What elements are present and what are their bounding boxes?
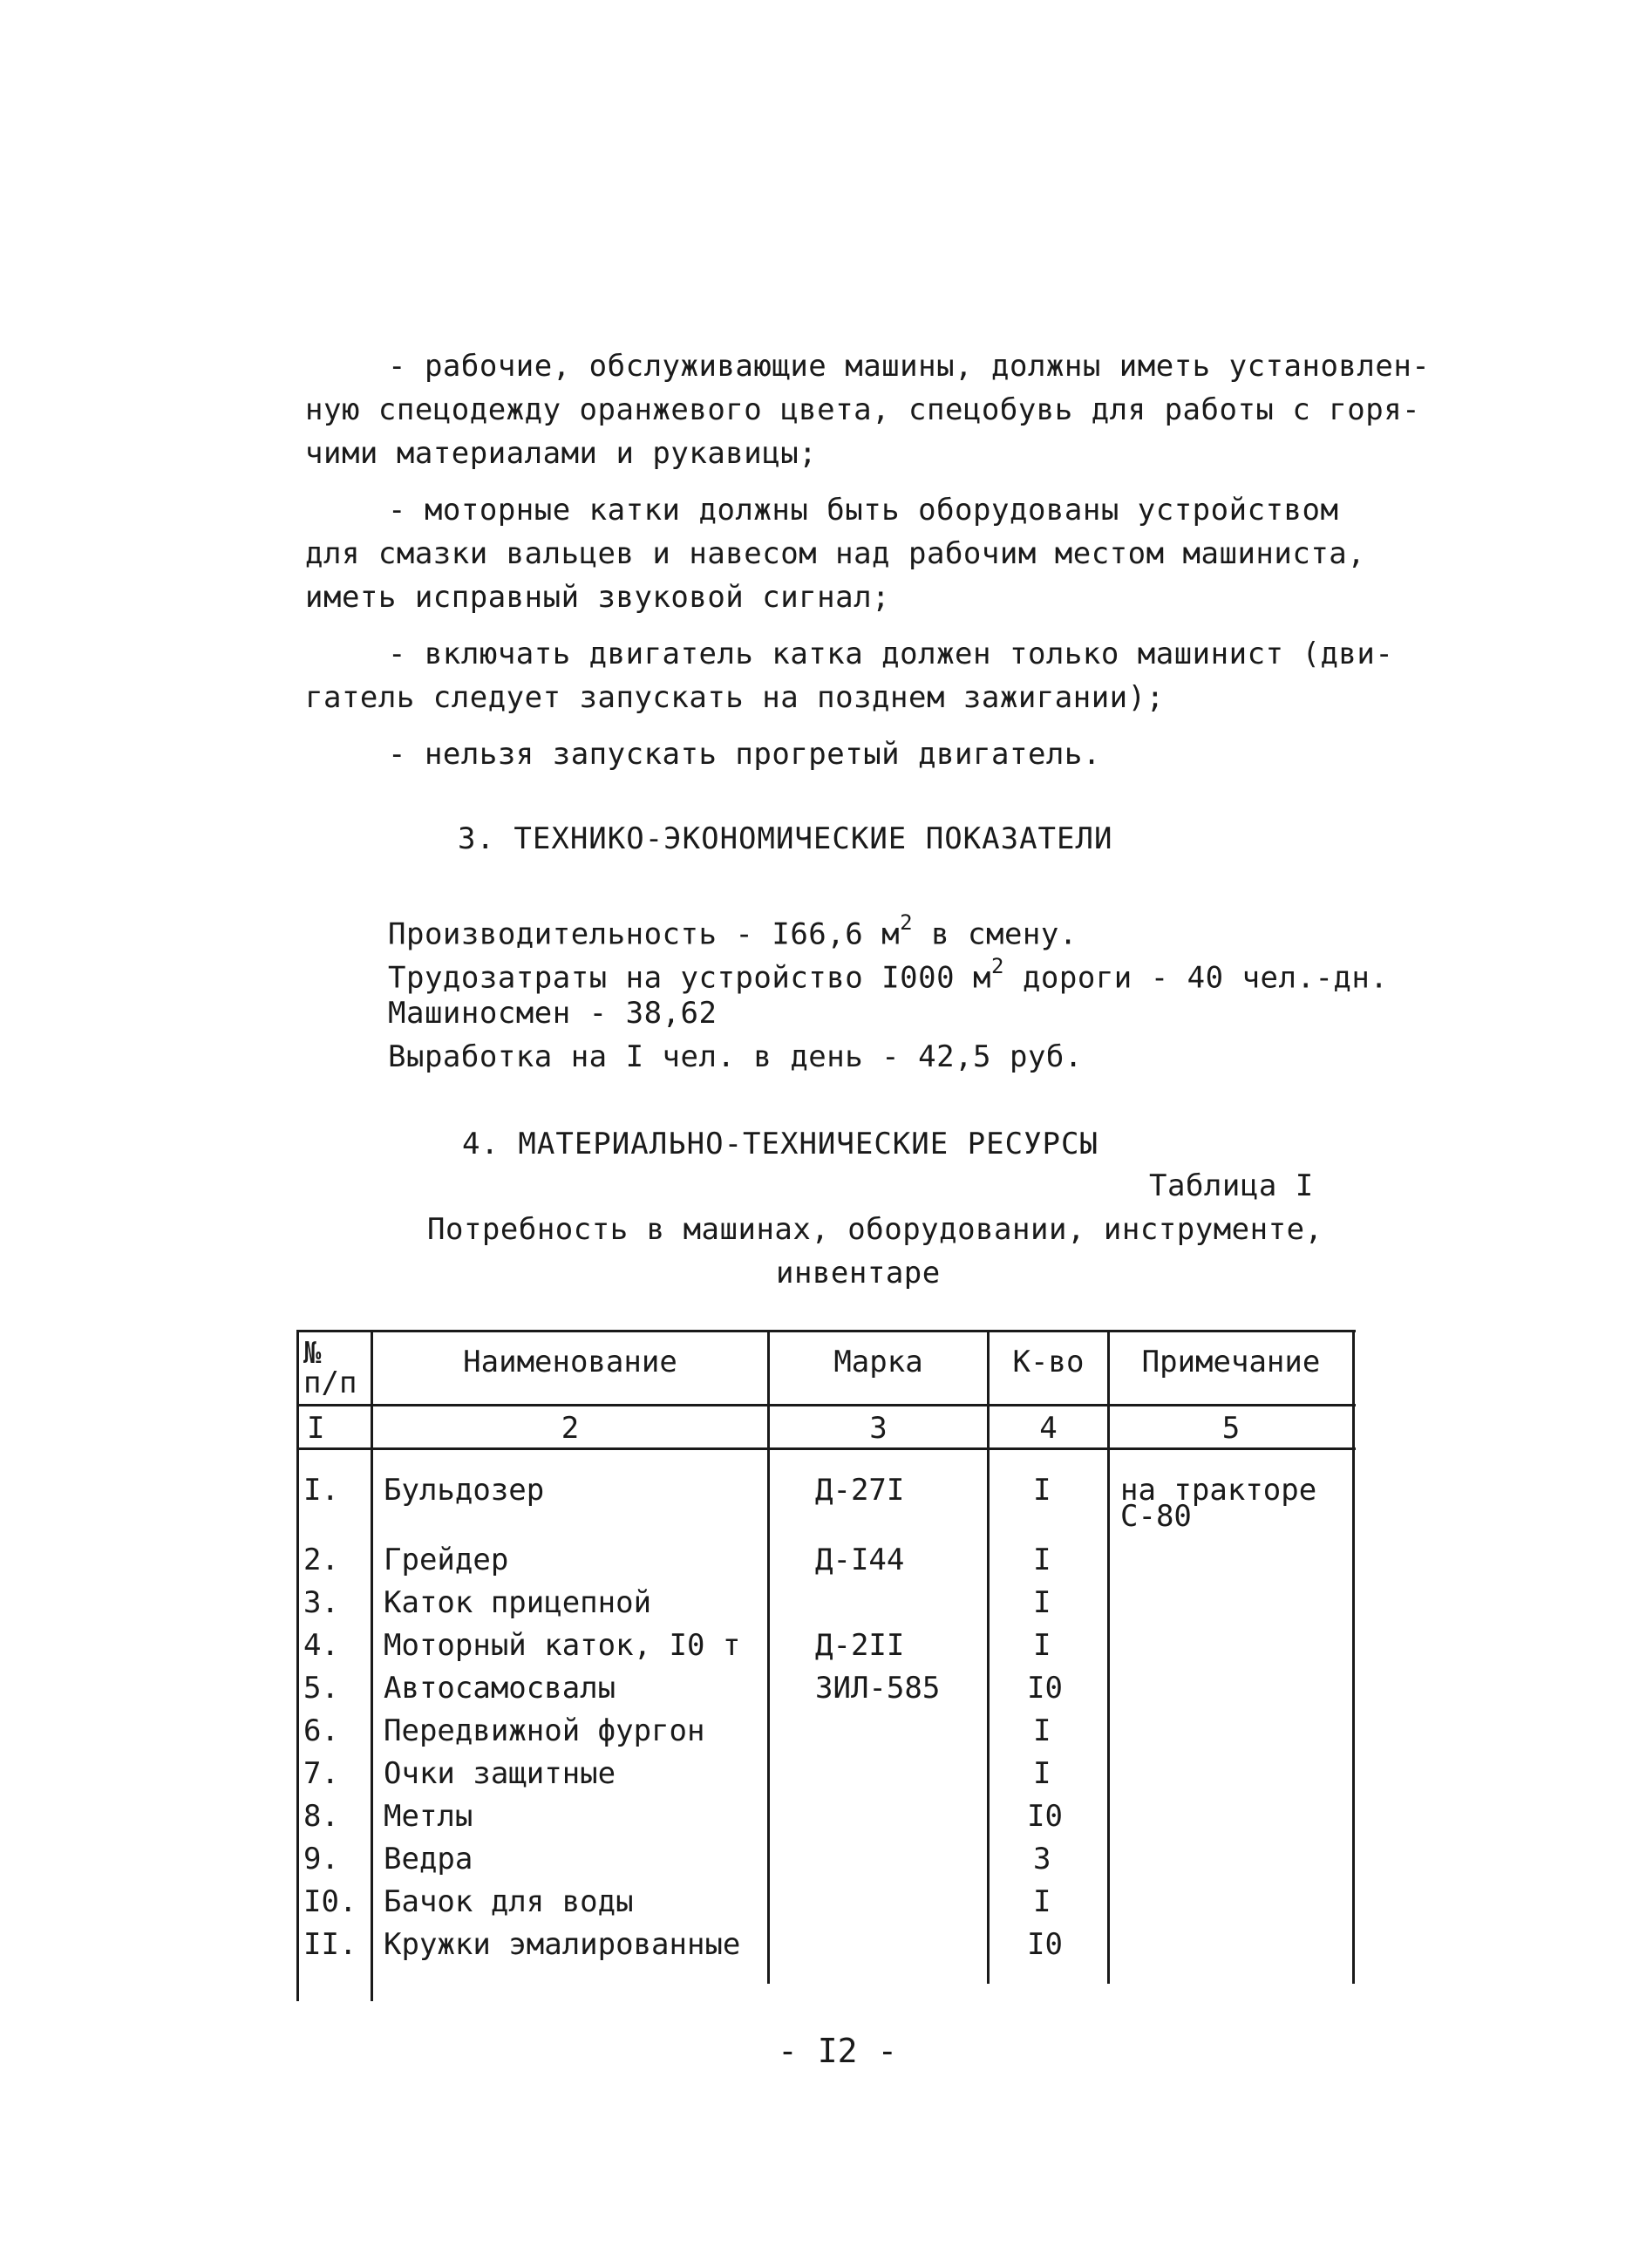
header-name: Наименование <box>463 1345 677 1379</box>
row-brand: Д-27I <box>815 1473 905 1508</box>
row-name: Автосамосвалы <box>384 1671 616 1706</box>
row-qty: I0 <box>1027 1671 1063 1706</box>
header-num-2: п/п <box>303 1366 357 1400</box>
productivity-line <box>388 907 1078 953</box>
labor-line <box>388 950 1388 997</box>
table-left-rule <box>296 1330 299 2001</box>
row-qty: I <box>1033 1585 1051 1620</box>
row-name: Бульдозер <box>384 1473 545 1508</box>
productivity-text-end: в смену. <box>913 916 1078 952</box>
row-qty: I0 <box>1027 1799 1063 1834</box>
productivity-sup: 2 <box>900 910 914 935</box>
row-num: II. <box>303 1927 357 1962</box>
output-line: Выработка на I чел. в день - 42,5 руб. <box>388 1039 1083 1074</box>
row-qty: I <box>1033 1756 1051 1791</box>
header-note: Примечание <box>1141 1345 1321 1379</box>
row-name: Метлы <box>384 1799 473 1834</box>
colnum-2: 2 <box>561 1411 580 1446</box>
row-num: 6. <box>303 1713 339 1748</box>
labor-text: Трудозатраты на устройство I000 м <box>388 960 992 996</box>
row-num: 4. <box>303 1628 339 1663</box>
row-num: 7. <box>303 1756 339 1791</box>
table-title-line-1: Потребность в машинах, оборудовании, инструменте, <box>427 1212 1323 1247</box>
row-name: Передвижной фургон <box>384 1713 705 1748</box>
productivity-text: Производительность - I66,6 м <box>388 916 901 952</box>
row-name: Очки защитные <box>384 1756 616 1791</box>
paragraph-1-line-3: чими материалами и рукавицы; <box>305 436 818 471</box>
row-num: I. <box>303 1473 339 1508</box>
table-top-rule <box>296 1330 1356 1332</box>
header-brand: Марка <box>833 1345 923 1379</box>
paragraph-3-line-1: - включать двигатель катка должен только машинист (дви- <box>388 637 1394 671</box>
colnum-3: 3 <box>869 1411 888 1446</box>
row-name: Бачок для воды <box>384 1884 634 1919</box>
row-num: 8. <box>303 1799 339 1834</box>
row-num: 2. <box>303 1543 339 1577</box>
paragraph-2-line-3: иметь исправный звуковой сигнал; <box>305 580 891 615</box>
header-num-1: № <box>303 1336 322 1371</box>
row-qty: I <box>1033 1713 1051 1748</box>
row-num: 5. <box>303 1671 339 1706</box>
table-right-rule <box>1352 1330 1355 1984</box>
table-label: Таблица I <box>1149 1168 1314 1203</box>
paragraph-1-line-1: - рабочие, обслуживающие машины, должны иметь установлен- <box>388 349 1431 384</box>
paragraph-2-line-1: - моторные катки должны быть оборудованы устройством <box>388 493 1339 528</box>
row-name: Ведра <box>384 1842 473 1876</box>
section-3-heading: 3. ТЕХНИКО-ЭКОНОМИЧЕСКИЕ ПОКАЗАТЕЛИ <box>458 821 1113 856</box>
paragraph-4-line-1: - нельзя запускать прогретый двигатель. <box>388 737 1101 772</box>
row-name: Моторный каток, I0 т <box>384 1628 741 1663</box>
row-name: Каток прицепной <box>384 1585 652 1620</box>
paragraph-2-line-2: для смазки вальцев и навесом над рабочим местом машиниста, <box>305 536 1366 571</box>
colnum-5: 5 <box>1221 1411 1241 1446</box>
row-brand: Д-2II <box>815 1628 905 1663</box>
machine-shifts-line: Машиносмен - 38,62 <box>388 996 718 1031</box>
row-brand: Д-I44 <box>815 1543 905 1577</box>
colnum-4: 4 <box>1039 1411 1058 1446</box>
paragraph-3-line-2: гатель следует запускать на позднем зажигании); <box>305 680 1165 715</box>
colnum-1: I <box>307 1411 325 1446</box>
table-title-line-2: инвентаре <box>776 1256 941 1291</box>
row-note-line2: С-80 <box>1120 1499 1192 1534</box>
paragraph-1-line-2: ную спецодежду оранжевого цвета, спецобувь для работы с горя- <box>305 392 1421 427</box>
row-name: Кружки эмалированные <box>384 1927 741 1962</box>
row-qty: I <box>1033 1628 1051 1663</box>
row-qty: I0 <box>1027 1927 1063 1962</box>
labor-text-end: дороги - 40 чел.-дн. <box>1003 960 1389 996</box>
row-note-line1: на тракторе <box>1120 1473 1317 1508</box>
header-qty: К-во <box>1012 1345 1085 1379</box>
row-qty: 3 <box>1033 1842 1051 1876</box>
labor-sup: 2 <box>991 954 1004 978</box>
row-qty: I <box>1033 1884 1051 1919</box>
table-colnum-rule <box>296 1447 1356 1450</box>
row-brand: ЗИЛ-585 <box>815 1671 941 1706</box>
row-name: Грейдер <box>384 1543 509 1577</box>
row-num: 9. <box>303 1842 339 1876</box>
table-header-rule <box>296 1404 1356 1406</box>
resources-table <box>296 1330 1356 2001</box>
row-qty: I <box>1033 1543 1051 1577</box>
page-number: - I2 - <box>778 2032 898 2070</box>
section-4-heading: 4. МАТЕРИАЛЬНО-ТЕХНИЧЕСКИЕ РЕСУРСЫ <box>462 1127 1098 1161</box>
row-num: I0. <box>303 1884 357 1919</box>
row-qty: I <box>1033 1473 1051 1508</box>
row-num: 3. <box>303 1585 339 1620</box>
